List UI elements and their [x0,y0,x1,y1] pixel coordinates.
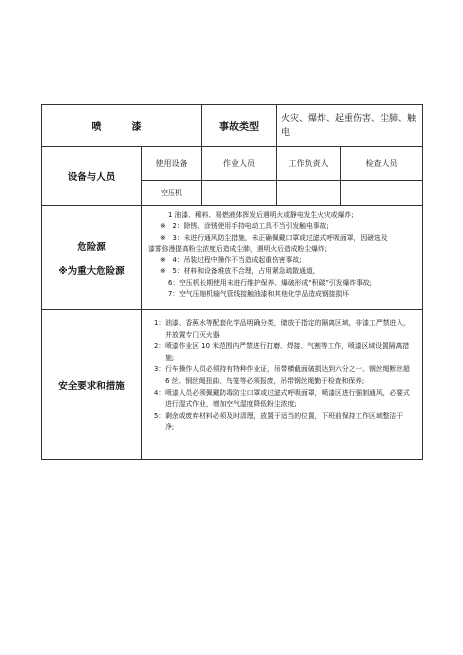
job-title: 喷 漆 [42,105,202,147]
inspector-label: 检查人员 [341,147,423,181]
safety-item-text: 喷漆作业区 10 米范围内严禁进行打磨、焊接、气割等工作，喷漆区域设置隔离措施; [165,342,410,362]
hazards-row [42,206,423,310]
safety-item-text: 喷漆人员必须佩戴防毒防尘口罩或过滤式呼吸面罩，喷漆区进行强制通风，必要式进行湿式作业，增加空气湿度降低粉尘浓度; [165,388,410,409]
safety-item [148,411,412,434]
safety-item-number: 3： [154,365,166,374]
operators-cell [202,181,277,206]
inspector-cell [341,181,423,206]
safety-row [42,310,423,460]
safety-item-number: 1： [154,319,166,327]
safety-item-number: 2： [154,342,166,351]
safety-item [148,388,412,411]
responsible-label: 工作负责人 [277,147,341,181]
header-row [42,105,423,147]
safety-list [142,310,423,460]
accident-types-value: 火灾、爆炸、起重伤害、尘肺、触电 [277,105,423,147]
hazards-label [42,206,142,310]
hazard-item: ※ 2：除锈、涂锈使用手持电动工具不当引发触电事故; [160,222,329,231]
safety-item-text: 油漆、香蕉水等配套化学品明确分类，储放于指定的隔离区域，非漆工严禁进入，并放置专门灭火器 [165,319,410,339]
hazard-item: ※ 5：材料和设备堆放不合理，占用紧急疏散通道， [160,267,320,276]
use-equipment-label: 使用设备 [142,147,202,181]
equipment-section-label: 设备与人员 [42,147,142,206]
operators-label: 作业人员 [202,147,277,181]
hazard-item: ※ 3：未进行通风防尘措施，未正确佩戴口罩或过滤式呼吸面罩，因磅选及 [160,233,388,242]
accident-type-label: 事故类型 [202,105,277,147]
hazard-item: 1 油漆、稀料、易燃液体挥发后遇明火或静电发生火灾或爆炸; [168,211,354,219]
hazards-label-line2: ※为重大危险源 [58,265,125,277]
safety-table [41,104,423,460]
hazard-item: 6：空压机长期使用未进行维护保养、爆破形成“积碳”引发爆炸事故; [168,278,372,287]
equipment-header-row [42,147,423,181]
safety-label: 安全要求和措施 [42,310,142,460]
responsible-cell [277,181,341,206]
safety-item-text: 剩余或废弃材料必须及时清理，放置于适当的位置，下班前保持工作区域整洁干净; [165,411,404,432]
safety-item [148,364,412,387]
hazards-list [142,206,423,310]
equipment-item: 空压机 [142,181,202,206]
safety-item [148,318,412,341]
safety-item-text: 行车操作人员必须持有特种作业证，吊带横截面破损达到六分之一、钢丝绳断丝超 6 丝、钢丝绳扭曲、鸟笼等必须报废，吊带钢丝绳勤于检查和保养; [165,365,410,385]
safety-item-number: 4： [154,388,166,397]
hazard-item: ※ 4：吊装过程中操作不当造成起重伤害事故; [160,256,302,265]
hazard-item-continued: 漆雾弥漫提高粉尘浓度后造成尘肺，遇明火后造成粉尘爆炸; [148,244,328,253]
safety-item-number: 5： [154,411,166,420]
safety-item [148,341,412,364]
hazard-item: 7：空气压缩机输气管线接触油漆和其他化学品造成钢接损坏 [168,290,350,299]
hazards-label-line1: 危险源 [77,241,106,253]
